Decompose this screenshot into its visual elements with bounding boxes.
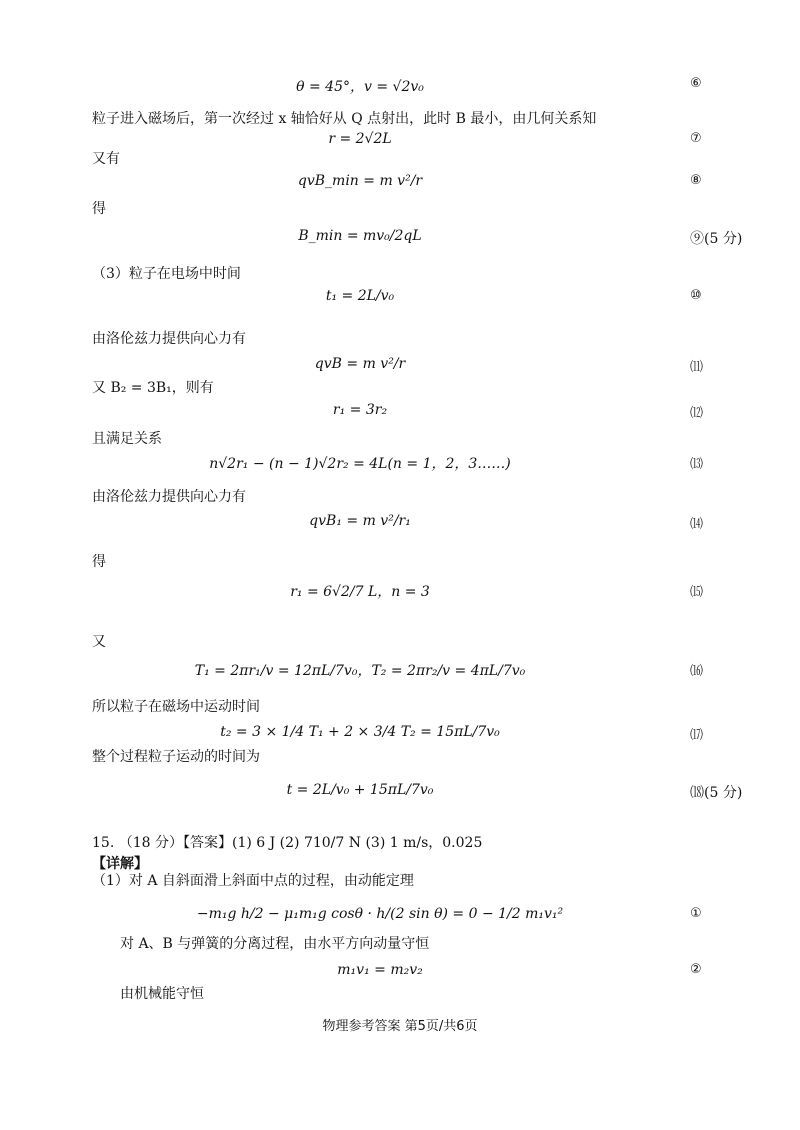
equation-15: r₁ = 6√2/7 L，n = 3	[290, 584, 430, 600]
equation-number: ⒄	[690, 728, 704, 743]
equation-12: r₁ = 3r₂	[332, 402, 388, 418]
equation-number: ②	[690, 962, 702, 977]
equation-b: m₁v₁ = m₂v₂	[337, 962, 423, 978]
equation-row	[0, 650, 800, 690]
equation-number: ⒅(5 分)	[690, 785, 743, 801]
equation-number: ⑾	[690, 360, 704, 375]
solution-text: 得	[92, 554, 106, 570]
equation-13: n√2r₁ − (n − 1)√2r₂ = 4L(n = 1，2，3……)	[209, 456, 511, 472]
equation-row	[0, 571, 800, 611]
equation-7: r = 2√2L	[328, 131, 392, 147]
equation-row	[0, 163, 800, 203]
equation-number: ⒂	[690, 585, 704, 600]
solution-text: 又有	[92, 151, 120, 167]
equation-row	[0, 392, 800, 432]
page-footer: 物理参考答案 第5页/共6页	[322, 1019, 478, 1034]
equation-9: B_min = mv₀/2qL	[298, 228, 422, 244]
solution-text: 粒子进入磁场后，第一次经过 x 轴恰好从 Q 点射出，此时 B 最小，由几何关系知	[92, 111, 597, 127]
solution-text: 又	[92, 634, 106, 650]
question-15-answer: 15. （18 分）【答案】(1) 6 J (2) 710/7 N (3) 1 m/s，0.025	[92, 835, 483, 851]
equation-number: ⒁	[690, 517, 704, 532]
equation-number: ①	[690, 906, 702, 921]
equation-14: qvB₁ = m v²/r₁	[309, 513, 411, 529]
equation-row	[0, 278, 800, 318]
solution-text: 由洛伦兹力提供向心力有	[92, 331, 246, 347]
solution-text: 对 A、B 与弹簧的分离过程，由水平方向动量守恒	[120, 936, 430, 952]
equation-10: t₁ = 2L/v₀	[325, 288, 395, 304]
detail-heading: 【详解】	[92, 856, 148, 872]
equation-number: ⒃	[690, 664, 704, 679]
solution-text: 得	[92, 201, 106, 217]
equation-number: ⒀	[690, 457, 704, 472]
solution-text: （3）粒子在电场中时间	[92, 266, 241, 282]
equation-row	[0, 896, 800, 936]
equation-8: qvB_min = m v²/r	[297, 173, 423, 189]
solution-text: （1）对 A 自斜面滑上斜面中点的过程，由动能定理	[92, 873, 414, 889]
equation-18: t = 2L/v₀ + 15πL/7v₀	[286, 782, 434, 798]
equation-row	[0, 443, 800, 483]
equation-16: T₁ = 2πr₁/v = 12πL/7v₀，T₂ = 2πr₂/v = 4πL/7v₀	[194, 663, 526, 679]
equation-row	[0, 125, 800, 165]
equation-row	[0, 503, 800, 543]
solution-text: 且满足关系	[92, 431, 162, 447]
solution-text: 所以粒子在磁场中运动时间	[92, 699, 260, 715]
solution-text: 由机械能守恒	[120, 986, 204, 1002]
equation-a: −m₁g h/2 − μ₁m₁g cosθ · h/(2 sin θ) = 0 − 1/2 m₁v₁²	[196, 906, 564, 922]
equation-number: ⑦	[690, 131, 702, 146]
equation-number: ⑧	[690, 173, 702, 188]
solution-text: 又 B₂ = 3B₁，则有	[92, 380, 214, 396]
equation-row	[0, 772, 800, 812]
equation-17: t₂ = 3 × 1/4 T₁ + 2 × 3/4 T₂ = 15πL/7v₀	[220, 724, 500, 740]
equation-11: qvB = m v²/r	[314, 356, 406, 372]
equation-6: θ = 45°，v = √2v₀	[296, 79, 424, 95]
equation-row	[0, 66, 800, 106]
equation-number: ⑨(5 分)	[690, 231, 743, 247]
solution-text: 整个过程粒子运动的时间为	[92, 749, 260, 765]
solution-text: 由洛伦兹力提供向心力有	[92, 489, 246, 505]
equation-number: ⑥	[690, 76, 702, 91]
equation-number: ⑿	[690, 406, 704, 421]
equation-row	[0, 218, 800, 258]
equation-number: ⑩	[690, 288, 702, 303]
